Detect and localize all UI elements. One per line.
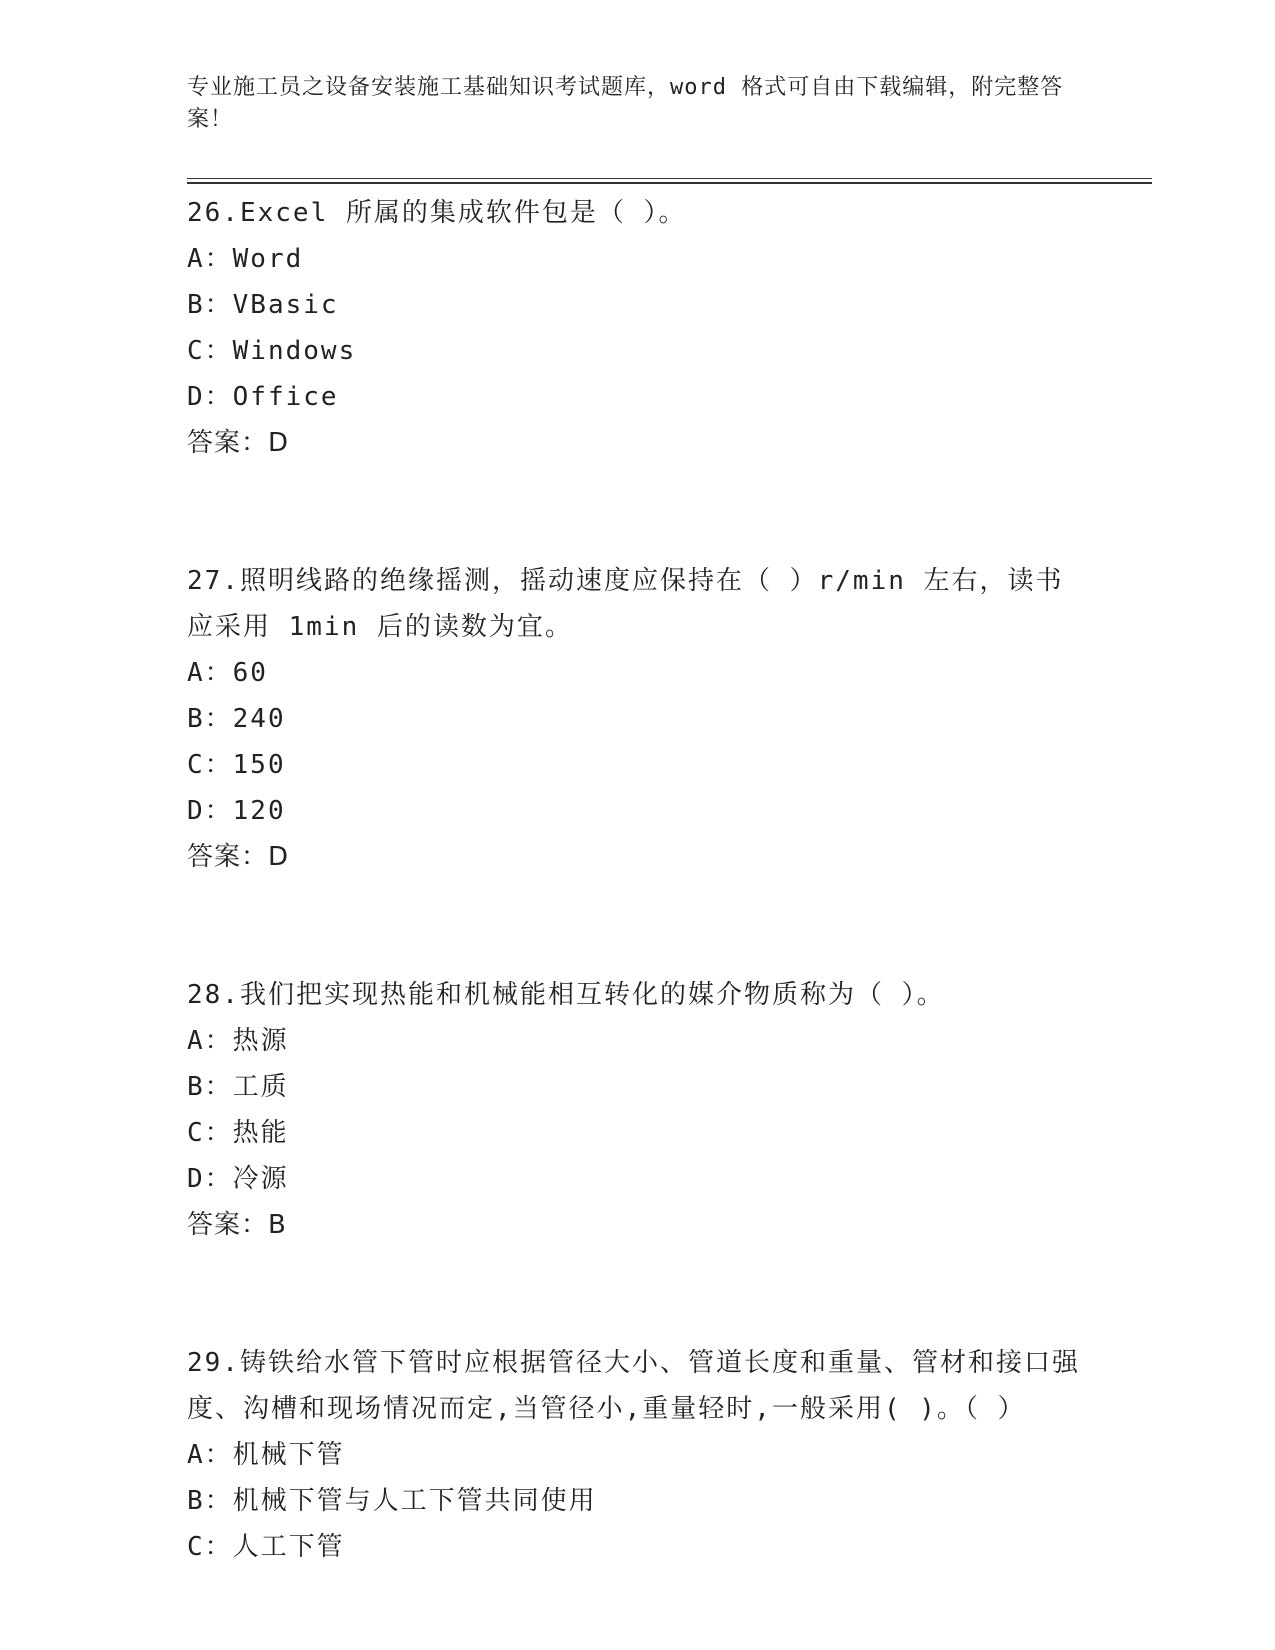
spacer — [187, 466, 1087, 558]
question-29 — [187, 1340, 1087, 1570]
option-b: B：工质 — [187, 1072, 289, 1102]
spacer — [187, 1248, 1087, 1340]
option-b: B：机械下管与人工下管共同使用 — [187, 1486, 597, 1516]
question-stem: 27.照明线路的绝缘摇测，摇动速度应保持在（ ）r/min 左右，读书应采用 1min 后的读数为宜。 — [187, 566, 1064, 642]
option-a: A：Word — [187, 244, 304, 274]
document-header: 专业施工员之设备安装施工基础知识考试题库，word 格式可自由下载编辑，附完整答案！ — [187, 75, 1064, 132]
question-28 — [187, 972, 1087, 1248]
header-divider-thin — [187, 178, 1152, 179]
question-27 — [187, 558, 1087, 880]
option-c: C：150 — [187, 750, 286, 780]
answer: 答案：D — [187, 428, 290, 458]
option-b: B：VBasic — [187, 290, 339, 320]
answer: 答案：D — [187, 842, 290, 872]
option-c: C：人工下管 — [187, 1532, 345, 1562]
question-stem: 28.我们把实现热能和机械能相互转化的媒介物质称为（ ）。 — [187, 980, 945, 1010]
option-a: A：60 — [187, 658, 268, 688]
option-a: A：热源 — [187, 1026, 289, 1056]
option-c: C：Windows — [187, 336, 357, 366]
option-c: C：热能 — [187, 1118, 289, 1148]
spacer — [187, 880, 1087, 972]
option-d: D：Office — [187, 382, 339, 412]
question-26 — [187, 190, 1087, 466]
answer: 答案：B — [187, 1210, 287, 1240]
question-list — [187, 190, 1087, 1570]
option-a: A：机械下管 — [187, 1440, 345, 1470]
header-divider-thick — [187, 182, 1152, 184]
question-stem: 29.铸铁给水管下管时应根据管径大小、管道长度和重量、管材和接口强度、沟槽和现场情况而定,当管径小,重量轻时,一般采用( )。（ ） — [187, 1348, 1080, 1424]
option-b: B：240 — [187, 704, 286, 734]
option-d: D：冷源 — [187, 1164, 289, 1194]
question-stem: 26.Excel 所属的集成软件包是（ ）。 — [187, 198, 687, 228]
option-d: D：120 — [187, 796, 286, 826]
